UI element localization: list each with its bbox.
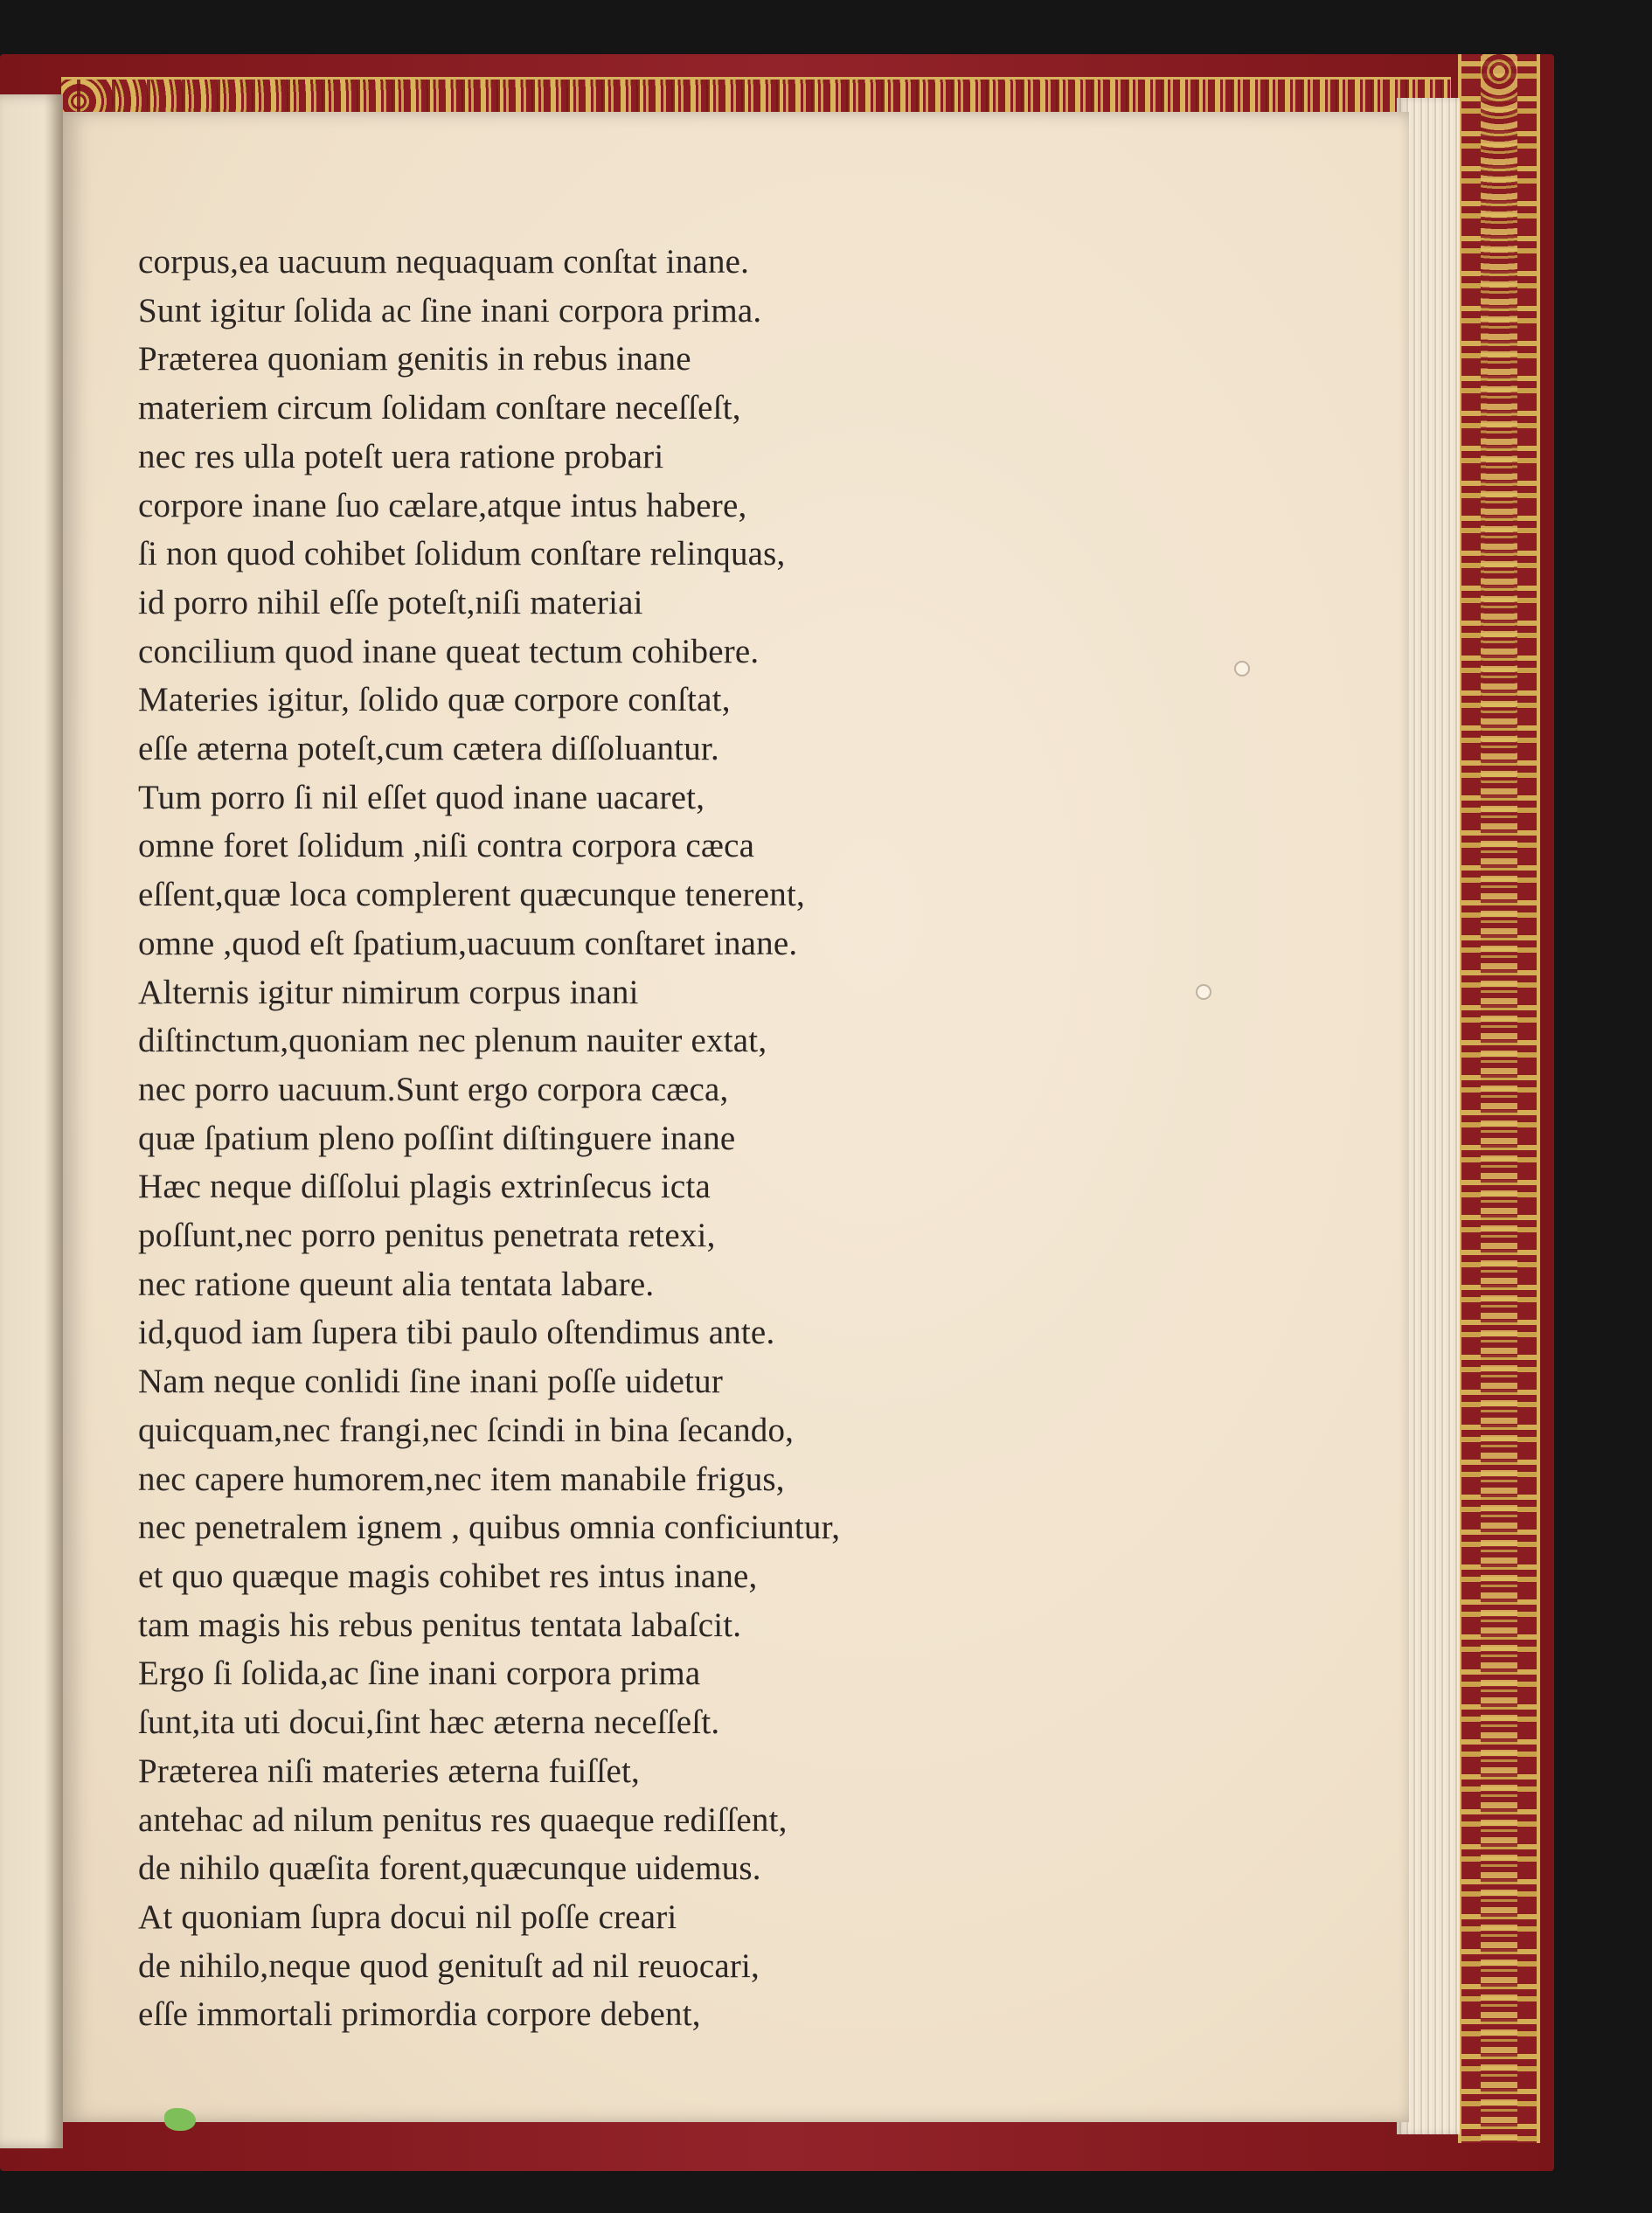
verse-line: Hæc neque diſſolui plagis extrinſecus icta [138, 1168, 711, 1206]
verse-line: et quo quæque magis cohibet res intus inane, [138, 1557, 758, 1595]
verse-line: antehac ad nilum penitus res quaeque rediſſent, [138, 1800, 788, 1839]
verse-line: quicquam,nec frangi,nec ſcindi in bina ſecando, [138, 1411, 795, 1449]
verse-line: Nam neque conlidi ſine inani poſſe uidetur [138, 1363, 724, 1401]
verse-text [138, 238, 840, 2039]
verse-line: nec porro uacuum.Sunt ergo corpora cæca, [138, 1070, 729, 1108]
verse-line: Præterea quoniam genitis in rebus inane [138, 340, 691, 378]
wormhole [1196, 984, 1211, 1000]
verse-line: Materies igitur, ſolido quæ corpore conſtat, [138, 681, 731, 719]
verse-line: nec capere humorem,nec item manabile frigus, [138, 1460, 785, 1498]
page-marker-speck [164, 2108, 196, 2131]
verse-line: diſtinctum,quoniam nec plenum nauiter extat, [138, 1022, 767, 1060]
verse-line: poſſunt,nec porro penitus penetrata retexi, [138, 1217, 716, 1255]
gilt-right-border [1458, 54, 1540, 2143]
verse-line: de nihilo,neque quod genituſt ad nil reuocari, [138, 1946, 760, 1985]
verse-line: nec ratione queunt alia tentata labare. [138, 1265, 655, 1303]
verse-line: de nihilo quæſita forent,quæcunque uidemus. [138, 1849, 761, 1888]
verse-line: quæ ſpatium pleno poſſint diſtinguere inane [138, 1119, 736, 1157]
verse-line: corpore inane ſuo cælare,atque intus habere, [138, 486, 747, 524]
verse-line: eſſe æterna poteſt,cum cætera diſſoluantur. [138, 730, 719, 768]
verse-line: corpus,ea uacuum nequaquam conſtat inane. [138, 243, 750, 281]
show-through-text [1007, 225, 1409, 1886]
verse-line: omne foret ſolidum ,niſi contra corpora cæca [138, 827, 755, 865]
verse-line: tam magis his rebus penitus tentata labaſcit. [138, 1606, 742, 1644]
verse-line: Sunt igitur ſolida ac ſine inani corpora prima. [138, 291, 762, 330]
book-page [63, 112, 1409, 2122]
verse-line: concilium quod inane queat tectum cohibere. [138, 632, 760, 670]
verse-line: nec penetralem ignem , quibus omnia conficiuntur, [138, 1509, 841, 1547]
verse-line: id porro nihil eſſe poteſt,niſi materiai [138, 583, 643, 621]
verse-line: Alternis igitur nimirum corpus inani [138, 973, 639, 1011]
verse-line: Ergo ſi ſolida,ac ſine inani corpora prima [138, 1655, 701, 1693]
wormhole [1234, 661, 1250, 676]
verse-line: id,quod iam ſupera tibi paulo oſtendimus ante. [138, 1314, 775, 1352]
verse-line: ſunt,ita uti docui,ſint hæc æterna neceſſeſt. [138, 1703, 720, 1742]
verse-line: At quoniam ſupra docui nil poſſe creari [138, 1897, 677, 1936]
verse-line: omne ,quod eſt ſpatium,uacuum conſtaret inane. [138, 924, 798, 962]
verse-line: eſſe immortali primordia corpore debent, [138, 1995, 701, 2034]
verse-line: Præterea niſi materies æterna fuiſſet, [138, 1752, 640, 1790]
verse-line: eſſent,quæ loca complerent quæcunque tenerent, [138, 876, 805, 914]
verse-line: nec res ulla poteſt uera ratione probari [138, 437, 664, 475]
facing-page-left [0, 94, 63, 2148]
verse-line: materiem circum ſolidam conſtare neceſſeſt, [138, 389, 741, 427]
verse-line: ſi non quod cohibet ſolidum conſtare relinquas, [138, 535, 786, 573]
verse-line: Tum porro ſi nil eſſet quod inane uacaret, [138, 778, 705, 816]
